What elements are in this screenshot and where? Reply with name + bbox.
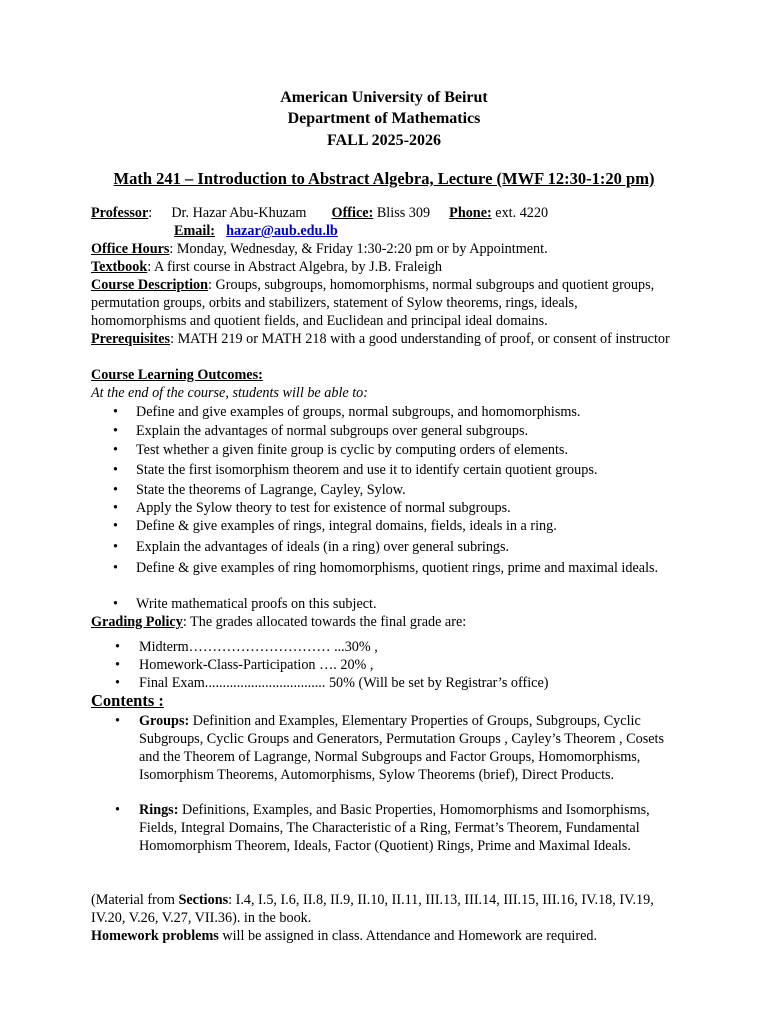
office-hours-value: Monday, Wednesday, & Friday 1:30-2:20 pm or by Appointment. — [176, 241, 548, 257]
list-item: • Rings: Definitions, Examples, and Basic Properties, Homomorphisms and Isomorphisms, Fields, Integral Domains, The Characteristic of a Ring, Fermat’s Theorem, Fundamental Homomorphism Theorem, Ideals, Factor (Quotient) Rings, Prime and Maximal Ideals. — [115, 802, 650, 854]
grading-intro: : The grades allocated towards the final grade are: — [182, 614, 467, 630]
list-item: • Test whether a given finite group is cyclic by computing orders of elements. — [113, 442, 568, 458]
contents-list — [91, 712, 671, 873]
bullet-icon: • — [113, 404, 118, 420]
list-item: • Final Exam.................................. 50% (Will be set by Registrar’s office) — [115, 675, 549, 691]
bullet-icon: • — [113, 442, 118, 458]
outcomes-heading: Course Learning Outcomes: — [91, 367, 263, 383]
email-link[interactable]: hazar@aub.edu.lb — [226, 223, 338, 239]
grading-label: Grading Policy — [91, 614, 183, 630]
outcomes-intro: At the end of the course, students will be able to: — [91, 385, 369, 401]
office-label: Office: — [331, 205, 374, 221]
prerequisites-label: Prerequisites — [91, 331, 171, 347]
grading-list — [91, 638, 691, 692]
textbook: Textbook: A first course in Abstract Algebra, by J.B. Fraleigh — [91, 259, 443, 275]
description-value: : Groups, subgroups, homomorphisms, normal subgroups and quotient groups, permutation groups, orbits and stabilizers, statement of Sylow theorems, rings, ideals, homomorphisms and quotient fields, and Euclidean and principal ideal domains. — [91, 277, 655, 329]
bullet-icon: • — [115, 713, 120, 729]
list-item: • Define & give examples of ring homomorphisms, quotient rings, prime and maximal ideals. — [113, 560, 659, 576]
bullet-icon: • — [113, 539, 118, 555]
list-item: • Write mathematical proofs on this subject. — [113, 596, 377, 612]
prerequisites — [91, 330, 671, 348]
bullet-icon: • — [115, 657, 120, 673]
bullet-icon: • — [115, 802, 120, 818]
list-item: • Explain the advantages of normal subgroups over general subgroups. — [113, 423, 529, 439]
bullet-icon: • — [113, 560, 118, 576]
bullet-icon: • — [113, 518, 118, 534]
professor-label: Professor — [91, 205, 149, 221]
description-label: Course Description — [91, 277, 209, 293]
bullet-icon: • — [113, 500, 118, 516]
list-item: • Apply the Sylow theory to test for existence of normal subgroups. — [113, 500, 511, 516]
list-item: • Define & give examples of rings, integral domains, fields, ideals in a ring. — [113, 518, 557, 534]
material-sections: (Material from Sections: I.4, I.5, I.6, II.8, II.9, II.10, II.11, III.13, III.14, III.15, III.16, IV.18, IV.19, IV.20, V.26, V.27, VII.36). in the book. — [91, 892, 654, 926]
bullet-icon: • — [115, 675, 120, 691]
grading-policy — [91, 613, 671, 631]
course-title: Math 241 – Introduction to Abstract Algebra, Lecture (MWF 12:30-1:20 pm) — [113, 169, 655, 188]
email-line — [174, 222, 754, 240]
email-label: Email: — [174, 223, 215, 239]
bullet-icon: • — [113, 423, 118, 439]
phone-value: ext. 4220 — [495, 205, 549, 221]
department-name: Department of Mathematics — [287, 110, 481, 127]
list-item: • Explain the advantages of ideals (in a ring) over general subrings. — [113, 539, 510, 555]
phone-label: Phone: — [449, 205, 492, 221]
textbook-value: A first course in Abstract Algebra, by J.B. Fraleigh — [153, 259, 443, 275]
course-description — [91, 276, 671, 330]
term: FALL 2025-2026 — [327, 132, 441, 149]
list-item: • Define and give examples of groups, normal subgroups, and homomorphisms. — [113, 404, 581, 420]
homework-note: Homework problems will be assigned in class. Attendance and Homework are required. — [91, 928, 598, 944]
list-item: • Homework-Class-Participation …. 20% , — [115, 657, 374, 673]
office-value: Bliss 309 — [376, 205, 431, 221]
contents-heading: Contents : — [91, 691, 164, 710]
textbook-label: Textbook — [91, 259, 148, 275]
prerequisites-value: : MATH 219 or MATH 218 with a good understanding of proof, or consent of instructor — [170, 331, 670, 347]
list-item: • State the theorems of Lagrange, Cayley, Sylow. — [113, 482, 406, 498]
professor-line: Professor: Dr. Hazar Abu-Khuzam Office: Bliss 309 Phone: ext. 4220 — [91, 205, 549, 221]
list-item: • State the first isomorphism theorem and use it to identify certain quotient groups. — [113, 462, 598, 478]
bullet-icon: • — [115, 639, 120, 655]
bullet-icon: • — [113, 462, 118, 478]
outcomes-list — [91, 403, 671, 613]
list-item: • Midterm………………………… ...30% , — [115, 639, 378, 655]
bullet-icon: • — [113, 596, 118, 612]
university-name: American University of Beirut — [280, 89, 488, 106]
bullet-icon: • — [113, 482, 118, 498]
office-hours: Office Hours: Monday, Wednesday, & Friday 1:30-2:20 pm or by Appointment. — [91, 241, 548, 257]
professor-name: Dr. Hazar Abu-Khuzam — [171, 205, 307, 221]
office-hours-label: Office Hours — [91, 241, 170, 257]
list-item: • Groups: Definition and Examples, Elementary Properties of Groups, Subgroups, Cyclic Subgroups, Cyclic Groups and Generators, Permutation Groups , Cayley’s Theorem , Cosets and the Theorem of Lagrange, Normal Subgroups and Factor Groups, Homomorphisms, Isomorphism Theorems, Automorphisms, Sylow Theorems (brief), Direct Products. — [115, 713, 664, 783]
